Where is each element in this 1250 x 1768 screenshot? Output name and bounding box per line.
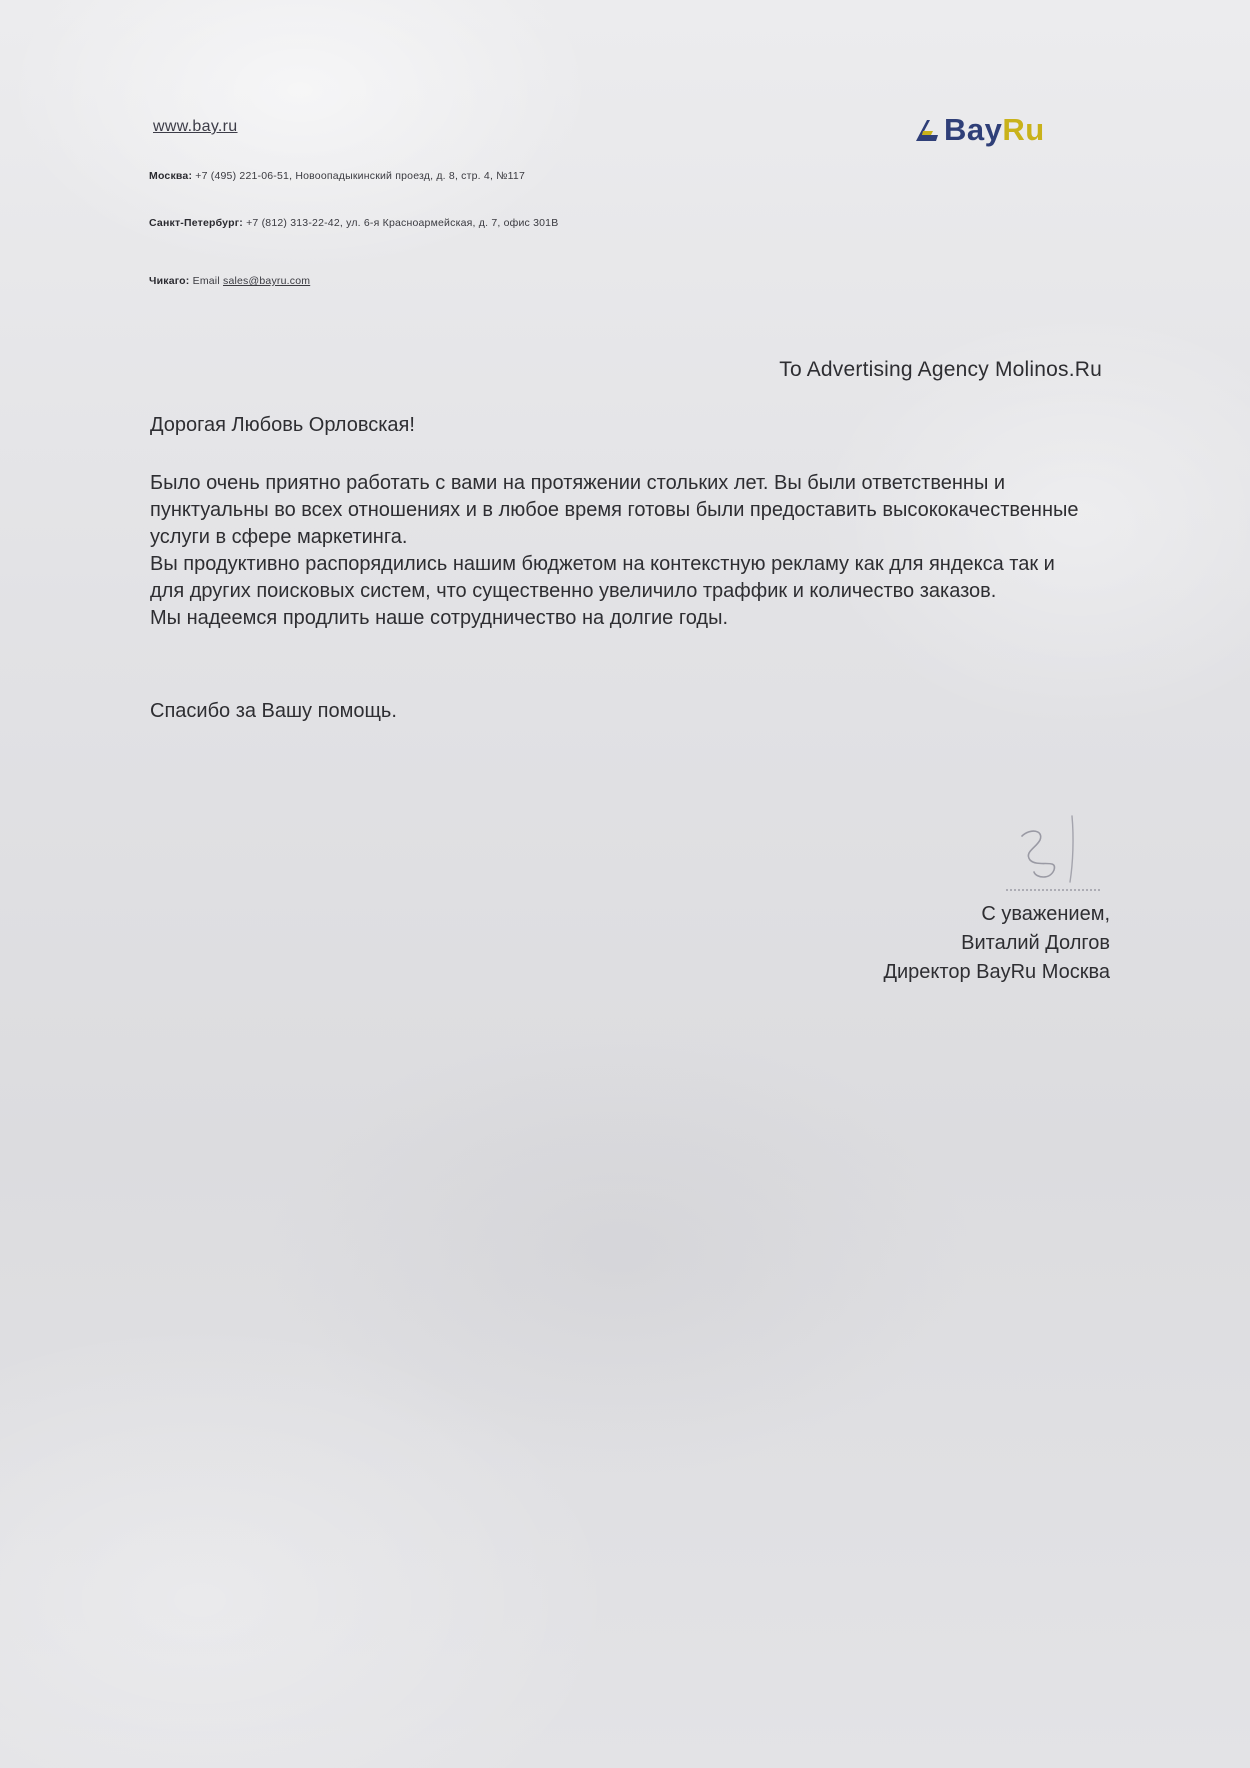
contact-city-chicago: Чикаго: <box>149 275 190 287</box>
contact-email-link[interactable]: sales@bayru.com <box>223 275 311 287</box>
company-logo <box>912 112 1045 148</box>
addressee-line: To Advertising Agency Molinos.Ru <box>779 358 1102 381</box>
contact-moscow <box>149 170 525 182</box>
thanks-line: Спасибо за Вашу помощь. <box>150 700 397 722</box>
salutation: Дорогая Любовь Орловская! <box>150 414 415 436</box>
closing-block <box>883 900 1110 987</box>
letter-body <box>150 470 1090 632</box>
contact-spb <box>149 217 558 229</box>
contact-chicago <box>149 275 310 287</box>
logo-text-ru: Ru <box>1002 112 1045 147</box>
contact-city-moscow: Москва: <box>149 170 193 182</box>
body-paragraph: Вы продуктивно распорядились нашим бюджетом на контекстную рекламу как для яндекса так и для других поисковых систем, что существенно увеличило траффик и количество заказов. <box>150 553 1055 602</box>
signer-title: Директор BayRu Москва <box>883 961 1110 983</box>
website-link[interactable]: www.bay.ru <box>153 118 238 135</box>
contact-city-spb: Санкт-Петербург: <box>149 217 243 229</box>
closing-regards: С уважением, <box>981 903 1110 925</box>
signer-name: Виталий Долгов <box>961 932 1110 954</box>
contact-details-spb: +7 (812) 313-22-42, ул. 6-я Красноармейская, д. 7, офис 301B <box>246 217 559 229</box>
handwritten-signature <box>1000 808 1110 898</box>
logo-text-bay: Bay <box>944 112 1003 147</box>
body-paragraph: Было очень приятно работать с вами на протяжении стольких лет. Вы были ответственны и пунктуальны во всех отношениях и в любое время готовы были предоставить высококачественные услуги в сфере маркетинга. <box>150 472 1079 548</box>
bayru-logo-icon <box>912 117 942 143</box>
contact-details-moscow: +7 (495) 221-06-51, Новоопадыкинский проезд, д. 8, стр. 4, №117 <box>195 170 525 182</box>
contact-email-label: Email <box>192 275 220 287</box>
body-paragraph: Мы надеемся продлить наше сотрудничество на долгие годы. <box>150 607 728 629</box>
